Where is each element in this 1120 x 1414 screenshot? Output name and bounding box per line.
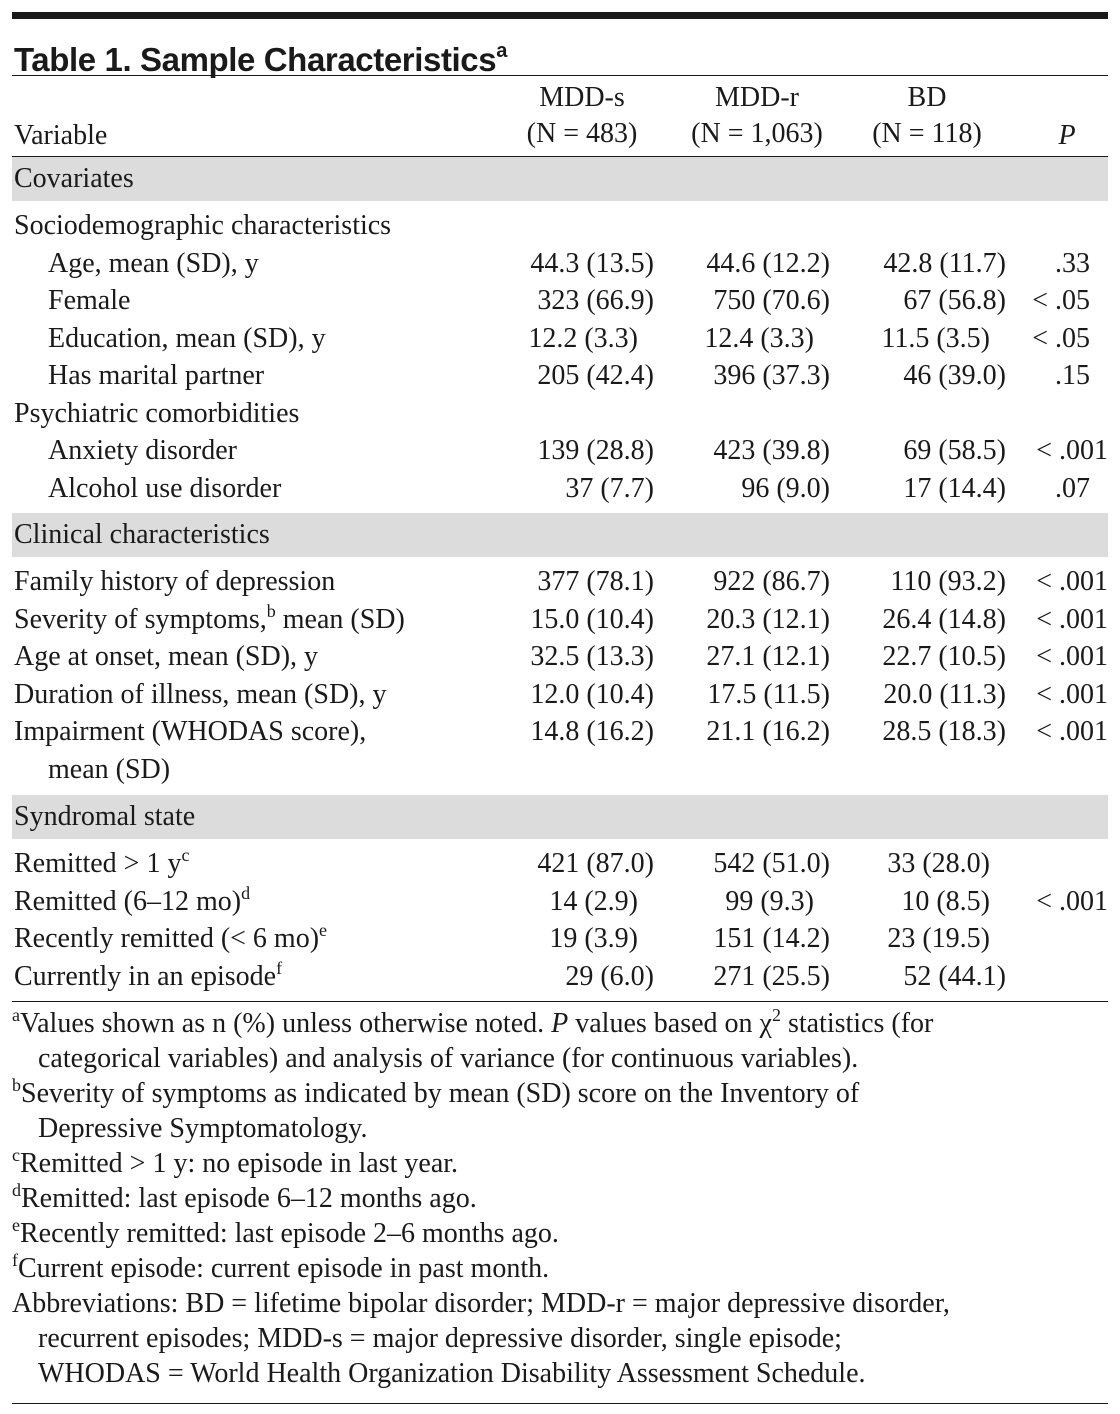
table-row-family (12, 563, 1108, 601)
row-label (14, 958, 282, 996)
cell-mdds: 44.3 (13.5) (530, 247, 654, 279)
table-row-alcohol (12, 470, 1108, 508)
cell-bd: 26.4 (14.8) (882, 603, 1006, 635)
cell-mddr: 21.1 (16.2) (706, 716, 830, 747)
cell-bd: 11.5 (3.5) (881, 322, 990, 354)
footnote-mark: f (12, 1250, 18, 1270)
section-clinical: Clinical characteristics (12, 513, 1108, 557)
cell-mdds: 29 (6.0) (565, 960, 654, 992)
footnote-text: Abbreviations: BD = lifetime bipolar disorder; MDD-r = major depressive disorder, (12, 1288, 950, 1319)
header-mddr (672, 80, 842, 152)
table-row-education (12, 320, 1108, 358)
table-container (12, 12, 1108, 1404)
footnotes (12, 1002, 1108, 1391)
cell-p: < .001 (1036, 566, 1108, 597)
cell-p: .15 (1055, 360, 1090, 391)
cell-mddr: 27.1 (12.1) (706, 641, 830, 672)
row-label-text: Recently remitted (< 6 mo) (14, 923, 320, 954)
cell-p: < .001 (1036, 678, 1108, 710)
row-label (14, 845, 189, 883)
title-footnote-mark: a (496, 40, 507, 62)
footnote-text: Values shown as n (%) unless otherwise noted. (20, 1008, 552, 1039)
cell-p: < .05 (1032, 322, 1090, 354)
row-label: Age at onset, mean (SD), y (14, 641, 319, 672)
cell-mdds: 139 (28.8) (537, 435, 654, 466)
cell-mddr: 151 (14.2) (713, 923, 830, 954)
row-label (14, 713, 366, 788)
cell-mddr: 922 (86.7) (713, 566, 830, 597)
footnote-abbreviations (12, 1286, 1108, 1391)
row-label: Has marital partner (48, 360, 265, 391)
cell-mdds: 377 (78.1) (537, 566, 654, 597)
footnote-mark: f (276, 957, 283, 978)
row-label (14, 601, 405, 639)
footnote-text: Remitted: last episode 6–12 months ago. (21, 1183, 477, 1214)
table-title-text: Table 1. Sample Characteristics (14, 41, 497, 78)
row-label: Age, mean (SD), y (48, 247, 259, 279)
cell-mddr: 750 (70.6) (713, 285, 830, 316)
row-label: Female (48, 285, 131, 316)
cell-bd: 46 (39.0) (903, 360, 1006, 391)
footnote-e (12, 1216, 1108, 1251)
footnote-mark: d (12, 1180, 21, 1200)
cell-bd: 17 (14.4) (903, 472, 1006, 504)
cell-mdds: 15.0 (10.4) (530, 603, 654, 635)
cell-mdds: 12.2 (3.3) (528, 322, 638, 354)
cell-mdds: 421 (87.0) (537, 848, 654, 879)
table-row-anxiety (12, 432, 1108, 470)
footnote-text: Recently remitted: last episode 2–6 months ago. (20, 1218, 559, 1249)
footnote-text: Remitted > 1 y: no episode in last year. (20, 1148, 459, 1179)
row-label: Anxiety disorder (48, 435, 237, 466)
cell-mdds: 37 (7.7) (565, 472, 654, 504)
header-mdds-name: MDD-s (539, 82, 625, 113)
header-mdds-n: (N = 483) (526, 118, 638, 149)
table-row-remitted-1y (12, 845, 1108, 883)
table-row-marital (12, 357, 1108, 395)
row-label: Family history of depression (14, 566, 336, 597)
footnote-a (12, 1006, 1108, 1076)
section-covariates: Covariates (12, 157, 1108, 201)
table-row-remitted-6-12 (12, 883, 1108, 921)
cell-mddr: 396 (37.3) (713, 360, 830, 391)
cell-bd: 33 (28.0) (887, 848, 990, 879)
footnote-mark: e (12, 1215, 20, 1235)
row-label (14, 883, 250, 921)
row-label: Education, mean (SD), y (48, 322, 326, 354)
footnote-text-3: statistics (for (780, 1008, 934, 1039)
footnote-mark: b (266, 600, 276, 621)
subhead-sociodemographic (12, 207, 1108, 245)
footnote-mark: a (12, 1005, 20, 1025)
cell-mdds: 19 (3.9) (549, 923, 638, 954)
table-body (12, 157, 1108, 995)
cell-mddr: 20.3 (12.1) (706, 603, 830, 635)
cell-p: < .001 (1036, 641, 1108, 672)
footnote-b (12, 1076, 1108, 1146)
footnote-continuation: Depressive Symptomatology. (38, 1113, 368, 1144)
row-label-text: Remitted > 1 y (14, 848, 182, 879)
header-mddr-name: MDD-r (715, 82, 799, 113)
table-row-female (12, 282, 1108, 320)
header-mdds (502, 80, 662, 152)
footnote-text-2: values based on χ (568, 1008, 772, 1039)
cell-mddr: 99 (9.3) (725, 885, 814, 917)
cell-mddr: 271 (25.5) (713, 960, 830, 992)
table-row-duration (12, 676, 1108, 714)
footnote-text: Current episode: current episode in past month. (18, 1253, 550, 1284)
cell-p: < .001 (1036, 435, 1108, 466)
header-bd-n: (N = 118) (872, 118, 982, 149)
header-bd (852, 80, 1002, 152)
bottom-rule (12, 1403, 1108, 1404)
header-bd-name: BD (907, 82, 947, 113)
cell-mddr: 542 (51.0) (713, 848, 830, 879)
row-label-text-2: mean (SD) (48, 753, 171, 785)
cell-bd: 42.8 (11.7) (883, 247, 1006, 279)
cell-mddr: 423 (39.8) (713, 435, 830, 466)
cell-mdds: 14 (2.9) (549, 885, 638, 917)
table-row-current-episode (12, 958, 1108, 996)
table-title (14, 29, 1108, 78)
table-row-impairment (12, 713, 1108, 789)
footnote-continuation: recurrent episodes; MDD-s = major depressive disorder, single episode; (38, 1323, 842, 1354)
footnote-d (12, 1181, 1108, 1216)
cell-bd: 28.5 (18.3) (882, 716, 1006, 747)
row-label (14, 920, 327, 958)
table-row-recently-remitted (12, 920, 1108, 958)
header-variable: Variable (14, 120, 108, 151)
footnote-mark: c (181, 845, 190, 865)
row-label-text: Severity of symptoms, (14, 603, 267, 635)
subhead-label: Psychiatric comorbidities (14, 397, 300, 429)
cell-p: < .001 (1036, 885, 1108, 917)
row-label: Alcohol use disorder (48, 472, 282, 504)
header-p-text: P (1058, 120, 1076, 151)
row-label-text: Impairment (WHODAS score), (14, 716, 367, 747)
top-rule (12, 12, 1108, 19)
footnote-mark: e (319, 920, 328, 940)
cell-bd: 22.7 (10.5) (882, 641, 1006, 672)
cell-p: .33 (1055, 247, 1090, 279)
footnote-f (12, 1251, 1108, 1286)
cell-mdds: 12.0 (10.4) (530, 678, 654, 710)
cell-mdds: 323 (66.9) (537, 285, 654, 316)
chi-square-exponent: 2 (771, 1005, 781, 1025)
footnote-mark: b (12, 1075, 21, 1095)
footnote-continuation: categorical variables) and analysis of variance (for continuous variables). (38, 1043, 859, 1074)
cell-bd: 110 (93.2) (890, 566, 1006, 597)
row-label-text-2: mean (SD) (275, 603, 405, 635)
cell-mdds: 205 (42.4) (537, 360, 654, 391)
cell-bd: 23 (19.5) (887, 923, 990, 954)
subhead-label: Sociodemographic characteristics (14, 210, 392, 241)
footnote-italic-p: P (551, 1008, 569, 1039)
footnote-c (12, 1146, 1108, 1181)
cell-mddr: 17.5 (11.5) (707, 678, 830, 710)
table-header (12, 76, 1108, 156)
table-row-onset (12, 638, 1108, 676)
header-p (1042, 118, 1092, 154)
cell-bd: 20.0 (11.3) (883, 678, 1006, 710)
cell-mdds: 14.8 (16.2) (530, 716, 654, 747)
cell-p: < .05 (1032, 285, 1090, 316)
header-mddr-n: (N = 1,063) (691, 118, 823, 149)
cell-bd: 52 (44.1) (903, 960, 1006, 992)
table-row-severity (12, 601, 1108, 639)
cell-bd: 69 (58.5) (903, 435, 1006, 466)
cell-mddr: 96 (9.0) (741, 472, 830, 504)
footnote-text: Severity of symptoms as indicated by mean (SD) score on the Inventory of (21, 1078, 860, 1109)
row-label-text: Currently in an episode (14, 960, 277, 992)
cell-p: < .001 (1036, 603, 1108, 635)
cell-bd: 67 (56.8) (903, 285, 1006, 316)
subhead-psychiatric (12, 395, 1108, 433)
footnote-continuation-2: WHODAS = World Health Organization Disability Assessment Schedule. (38, 1358, 866, 1389)
cell-p: .07 (1055, 472, 1090, 504)
cell-mddr: 12.4 (3.3) (704, 322, 814, 354)
row-label: Duration of illness, mean (SD), y (14, 678, 387, 710)
cell-p: < .001 (1036, 716, 1108, 747)
footnote-mark: c (12, 1145, 20, 1165)
cell-mddr: 44.6 (12.2) (706, 247, 830, 279)
cell-mdds: 32.5 (13.3) (530, 641, 654, 672)
cell-bd: 10 (8.5) (901, 885, 990, 917)
row-label-text: Remitted (6–12 mo) (14, 885, 242, 917)
table-row-age (12, 245, 1108, 283)
section-syndromal: Syndromal state (12, 795, 1108, 839)
footnote-mark: d (241, 882, 251, 903)
